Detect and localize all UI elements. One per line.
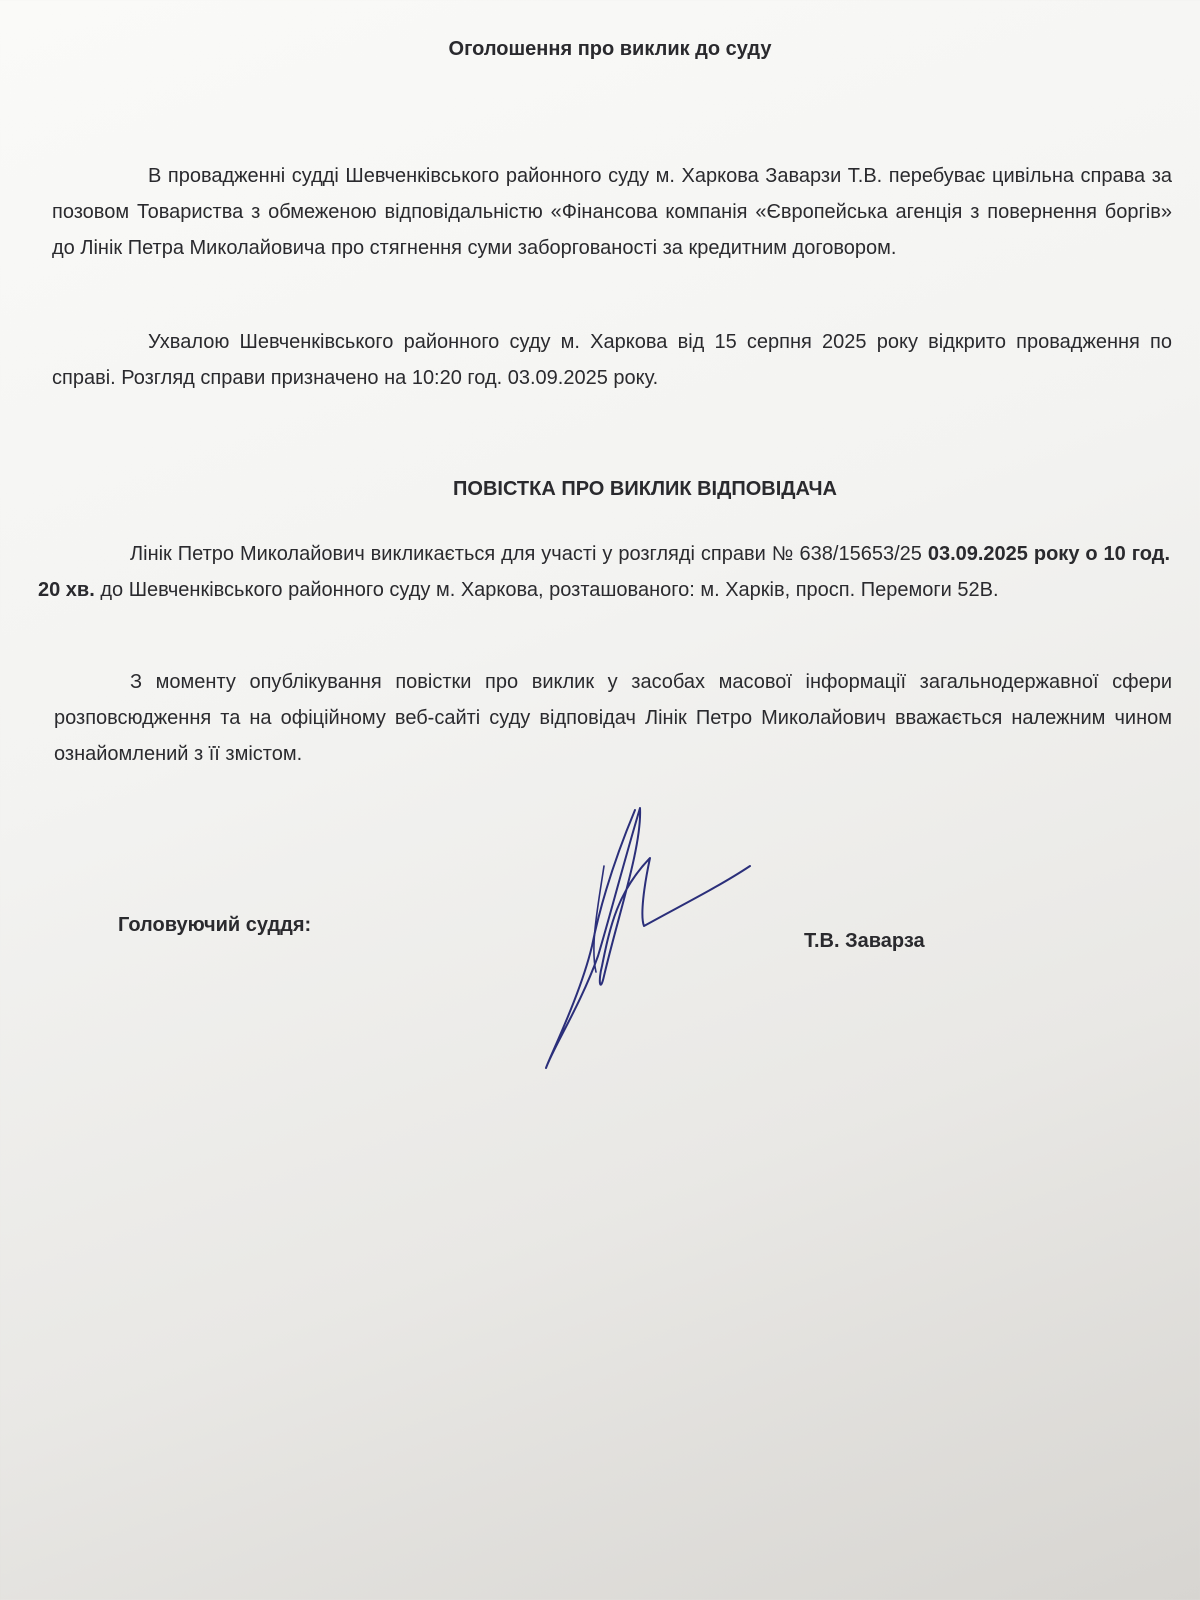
summons-text-start: Лінік Петро Миколайович викликається для участі у розгляді справи № 638/15653/25 bbox=[130, 543, 928, 565]
case-description-paragraph: В провадженні судді Шевченківського районного суду м. Харкова Заварзи Т.В. перебуває цивільна справа за позовом Товариства з обмеженою відповідальністю «Фінансова компанія «Європейська агенція з повернення боргів» до Лінік Петра Миколайовича про стягнення суми заборгованості за кредитним договором. bbox=[52, 165, 1172, 259]
judge-name: Т.В. Заварза bbox=[804, 930, 925, 952]
summons-text-end: до Шевченківського районного суду м. Харкова, розташованого: м. Харків, просп. Перемоги 52В. bbox=[94, 579, 999, 601]
signature-stroke bbox=[546, 808, 750, 1068]
presiding-judge-label: Головуючий суддя: bbox=[118, 914, 312, 936]
proceedings-paragraph: Ухвалою Шевченківського районного суду м. Харкова від 15 серпня 2025 року відкрито провадження по справі. Розгляд справи призначено на 10:20 год. 03.09.2025 року. bbox=[52, 331, 1172, 389]
publication-notice-paragraph: З моменту опублікування повістки про виклик у засобах масової інформації загальнодержавної сфери розповсюдження та на офіційному веб-сайті суду відповідач Лінік Петро Миколайович вважається належним чином ознайомлений з її змістом. bbox=[54, 671, 1172, 765]
summons-heading: ПОВІСТКА ПРО ВИКЛИК ВІДПОВІДАЧА bbox=[453, 478, 837, 500]
summons-paragraph bbox=[38, 536, 1170, 608]
notice-title: Оголошення про виклик до суду bbox=[448, 38, 772, 60]
hearing-datetime: 03.09.2025 року о 10 год. 20 хв. bbox=[38, 543, 1171, 601]
judge-signature bbox=[540, 806, 770, 1096]
